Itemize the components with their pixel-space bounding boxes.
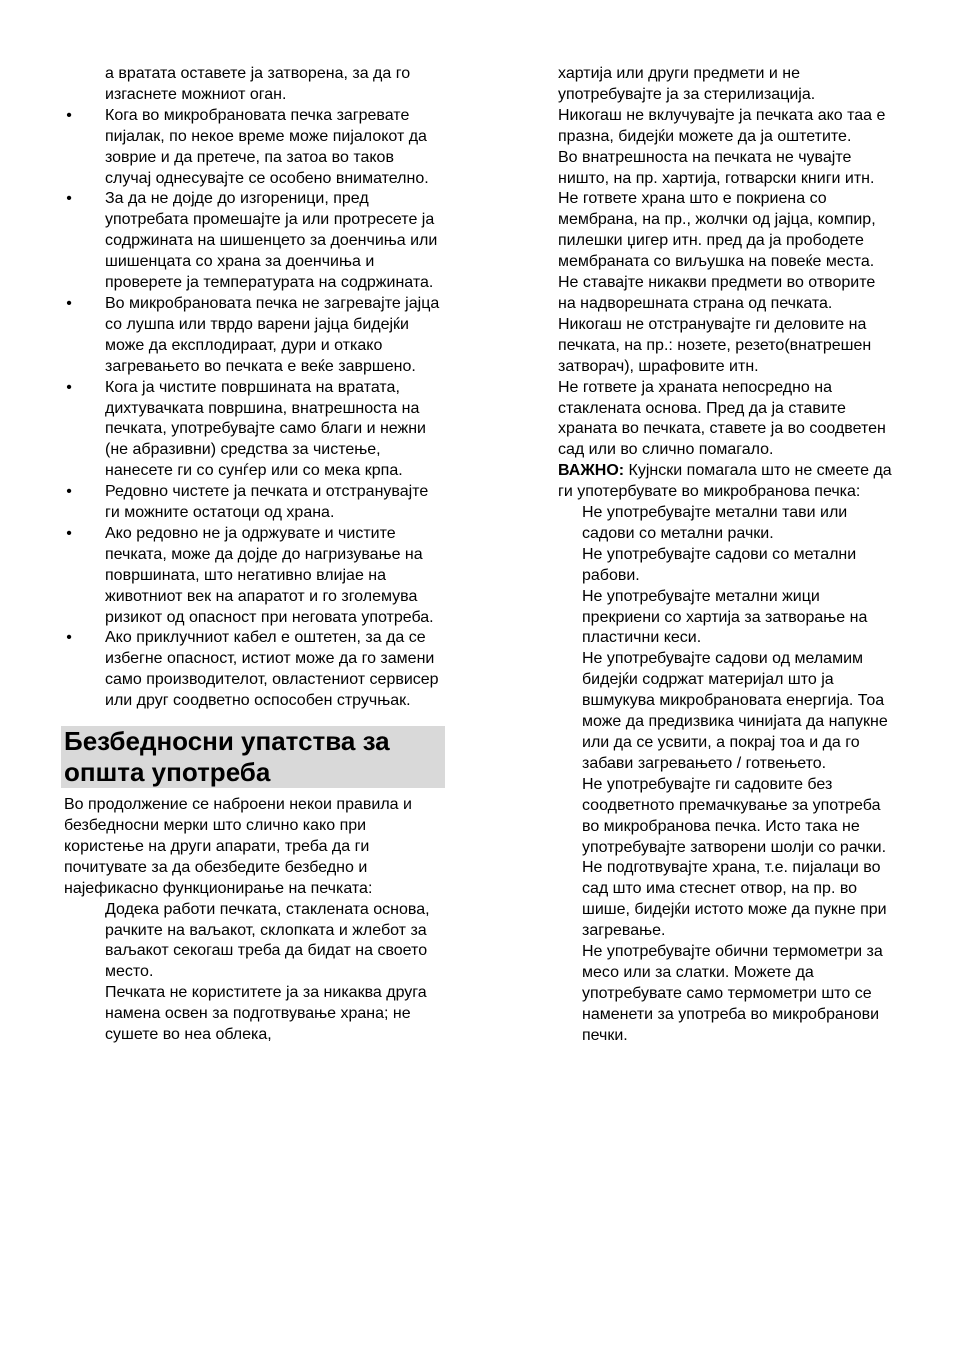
paragraph: Не гответе ја храната непосредно на стаклената основа. Пред да ја ставите храната во печката, ставете ја во соодветен сад или во слично помагало. <box>558 378 886 459</box>
intro-continuation-text: а вратата оставете ја затворена, за да го изгаснете можниот оган. <box>105 65 411 103</box>
paragraph: Не гответе храна што е покриена со мембрана, на пр., жолчки од јајца, компир, пилешки џигер итн. пред да ја прободете мембраната со виљушка на повеќе места. <box>558 190 876 271</box>
bullet-icon: • <box>66 524 72 542</box>
indented-paragraph: Не употребувајте садови од меламим бидејќи содржат материјал што ја вшмукува микробрановата енергија. Тоа може да предизвика чинијата да напукне или да се усвити, а покрај тоа и да го забави загревањето / готвењето. <box>582 650 888 772</box>
bullet-icon: • <box>66 483 72 501</box>
list-item <box>64 628 442 712</box>
indented-paragraph: Не употребувајте метални тави или садови со метални рачки. <box>582 504 848 542</box>
list-item-text: Кога во микробрановата печка загревате пијалак, по некое време може пијалокот да зоврие и да претече, па затоа во таков случај однесувајте се особено внимателно. <box>105 106 429 187</box>
section-heading-box <box>61 726 445 788</box>
list-item <box>64 106 442 190</box>
indented-paragraph: Додека работи печката, стаклената основа, рачките на ваљакот, склопката и жлебот за ваљакот секогаш треба да бидат на своето место. <box>105 900 430 981</box>
right-column <box>558 64 894 1047</box>
list-item <box>64 294 442 378</box>
list-item-text: Ако редовно не ја одржувате и чистите печката, може да дојде до нагризување на површината, што негативно влијае на животниот век на апаратот и го зголемува ризикот од опасност при неговата употреба. <box>105 524 434 626</box>
list-item <box>64 524 442 629</box>
indented-paragraph: Печката не користитете ја за никаква друга намена освен за подготвување храна; не сушете во неа облека, <box>105 984 427 1044</box>
important-note <box>558 461 894 503</box>
important-text: Кујнски помагала што не смеете да ги употербувате во микробранова печка: <box>558 462 892 501</box>
indented-paragraph: Не употребувајте метални жици прекриени со хартија за затворање на пластични кеси. <box>582 587 868 647</box>
list-item-text: Во микробрановата печка не загревајте јајца со лушпа или тврдо варени јајца бидејќи може да експлодираат, дури и откако загревањето во печката е веќе завршено. <box>105 294 440 375</box>
list-item-text: Редовно чистете ја печката и отстранувајте ги можните остатоци од храна. <box>105 483 429 522</box>
paragraph: Не ставајте никакви предмети во отворите на надворешната страна од печката. <box>558 274 876 312</box>
bullet-icon: • <box>66 106 72 124</box>
paragraph: Во внатрешноста на печката не чувајте ништо, на пр. хартија, готварски книги итн. <box>558 148 875 187</box>
indented-paragraph: Не употребувајте обични термометри за месо или за слатки. Можете да употребувате само термометри што се наменети за употреба во микробранови печки. <box>582 943 883 1044</box>
left-column <box>64 64 442 1046</box>
list-item-text: Ако приклучниот кабел е оштетен, за да се избегне опасност, истиот може да го замени само производителот, овластениот сервисер или друг соодветно оспособен стручњак. <box>105 629 439 710</box>
list-item-text: Кога ја чистите површината на вратата, дихтувачката површина, внатрешноста на печката, употребувајте само благи и нежни (не абразивни) средства за чистење, нанесете ги со сунѓер или со мека крпа. <box>105 378 426 480</box>
paragraph: хартија или други предмети и не употребувајте ја за стерилизација. <box>558 65 816 103</box>
bullet-icon: • <box>66 190 72 208</box>
bullet-icon: • <box>66 294 72 312</box>
list-item <box>64 378 442 483</box>
bullet-icon: • <box>66 629 72 647</box>
list-item <box>64 189 442 294</box>
intro-continuation <box>64 64 442 106</box>
indented-paragraph: Не употребувајте садови со метални рабови. <box>582 545 857 584</box>
section-intro: Во продолжение се наброени некои правила и безбедносни мерки што слично како при користење на други апарати, треба да ги почитувате за да обезбедите безбедно и најефикасно функционирање на печката: <box>64 796 412 897</box>
bullet-icon: • <box>66 378 72 396</box>
indented-paragraph: Не подготвувајте храна, т.е. пијалаци во сад што има стеснет отвор, на пр. во шише, бидејќи истото може да пукне при загревање. <box>582 859 887 940</box>
paragraph: Никогаш не вклучувајте ја печката ако таа е празна, бидејќи можете да ја оштетите. <box>558 106 886 145</box>
paragraph: Никогаш не отстранувајте ги деловите на печката, на пр.: нозете, резето(внатрешен затворач), шрафовите итн. <box>558 315 872 375</box>
important-label: ВАЖНО: <box>558 462 625 480</box>
indented-paragraph: Не употребувајте ги садовите без соодветното премачкување за употреба во микробранова печка. Исто така не употребувајте затворени шолји со рачки. <box>582 775 887 856</box>
list-item-text: За да не дојде до изгореници, пред употребата промешајте ја или протресете ја содржината на шишенцето за доенчиња или шишенцата со храна за доенчиња и проверете ја температурата на содржината. <box>105 190 438 292</box>
section-heading: Безбедносни упатства за општа употреба <box>64 726 390 788</box>
list-item <box>64 482 442 524</box>
bullet-list <box>64 106 442 712</box>
